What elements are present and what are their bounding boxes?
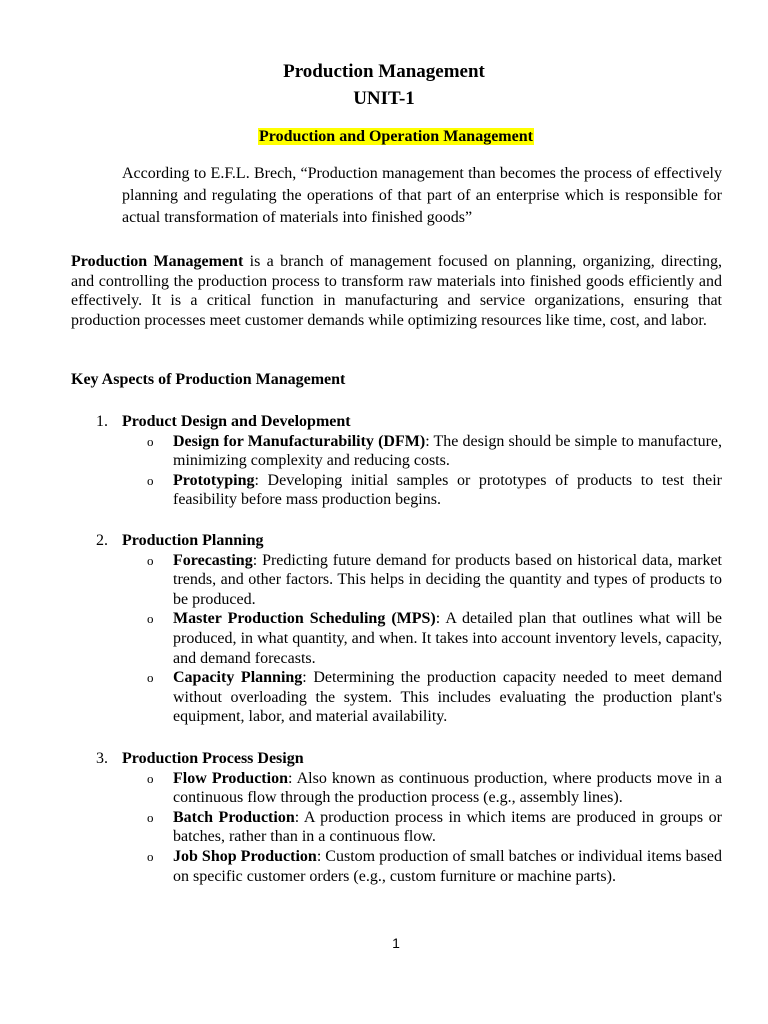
item-term: Prototyping [173,471,255,489]
list-item [71,551,722,610]
bullet-icon: o [147,848,154,864]
item-text: : Predicting future demand for products based on historical data, market trends, and other factors. This helps in deciding the quantity and types of products to be produced. [173,551,722,608]
item-term: Master Production Scheduling (MPS) [173,610,436,628]
intro-paragraph [71,252,722,330]
brech-quote: According to E.F.L. Brech, “Production management than becomes the process of effectively planning and regulating the operations of that part of an enterprise which is responsible for actual transformation of materials into finished goods” [122,165,722,226]
bullet-icon: o [147,770,154,786]
intro-text: is a branch of management focused on planning, organizing, directing, and controlling the production process to transform raw materials into finished goods efficiently and effectively. It is a critical function in manufacturing and service organizations, ensuring that production processes meet customer demands while optimizing resources like time, cost, and labor. [71,253,722,329]
list-item [71,769,722,808]
item-text: : A detailed plan that outlines what will be produced, in what quantity, and when. It takes into account inventory levels, capacity, and demand forecasts. [173,610,722,667]
section-title: Production Process Design [122,750,304,767]
item-text: : Also known as continuous production, where products move in a continuous flow through the production process (e.g., assembly lines). [173,769,722,807]
section-heading [71,749,722,769]
list-item [71,609,722,668]
item-text: : Determining the production capacity needed to meet demand without overloading the system. This includes evaluating the production plant's equipment, labor, and material availability. [173,669,722,726]
item-term: Flow Production [173,769,288,787]
page-number: 1 [392,935,400,951]
bullet-icon: o [147,611,154,627]
item-text: : Custom production of small batches or individual items based on specific customer orders (e.g., custom furniture or machine parts). [173,847,723,885]
bullet-icon: o [147,472,154,488]
list-item [71,432,722,471]
key-aspects-heading: Key Aspects of Production Management [71,371,346,388]
item-text: : The design should be simple to manufacture, minimizing complexity and reducing costs. [173,432,723,470]
section-process-design [71,749,722,886]
section-number: 3. [96,750,108,767]
item-text: : A production process in which items are produced in groups or batches, rather than in a continuous flow. [173,808,723,846]
intro-term: Production Management [71,253,244,270]
section-number: 1. [96,413,108,430]
list-item [71,471,722,510]
item-text: : Developing initial samples or prototypes of products to test their feasibility before mass production begins. [173,471,722,509]
list-item [71,847,722,886]
section-production-planning [71,531,722,727]
item-term: Capacity Planning [173,669,303,687]
item-term: Design for Manufacturability (DFM) [173,432,426,450]
bullet-icon: o [147,670,154,686]
item-term: Forecasting [173,551,253,569]
bullet-icon: o [147,809,154,825]
bullet-icon: o [147,552,154,568]
list-item [71,808,722,847]
highlighted-subtitle: Production and Operation Management [259,128,533,145]
subtitle-container [0,127,768,146]
section-heading [71,412,722,432]
section-product-design [71,412,722,510]
section-heading [71,531,722,551]
section-title: Product Design and Development [122,413,351,430]
item-term: Batch Production [173,808,295,826]
bullet-icon: o [147,433,154,449]
section-number: 2. [96,532,108,549]
section-title: Production Planning [122,532,264,549]
unit-label: UNIT-1 [353,88,415,109]
document-title: Production Management [283,61,485,82]
item-term: Job Shop Production [173,847,317,865]
list-item [71,668,722,727]
